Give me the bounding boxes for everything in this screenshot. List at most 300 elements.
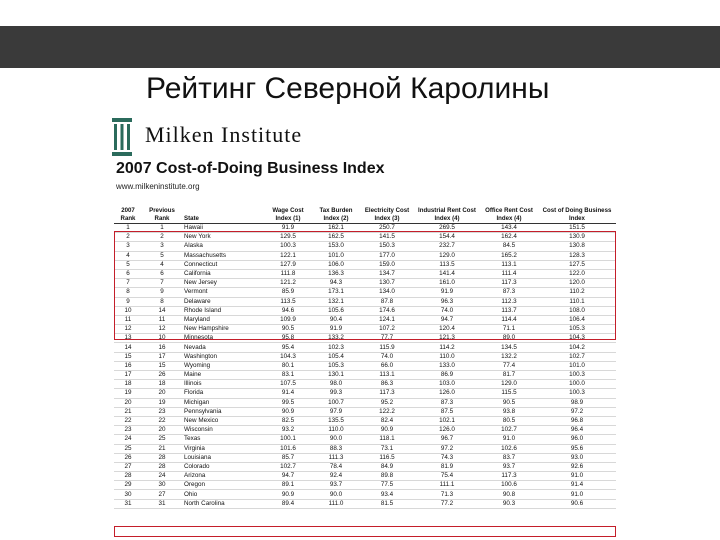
cell-industrial-rent: 86.9: [414, 371, 480, 380]
cell-wage-cost: 129.5: [264, 233, 312, 242]
cell-wage-cost: 113.5: [264, 297, 312, 306]
cell-rank: 3: [114, 242, 142, 251]
cell-industrial-rent: 154.4: [414, 233, 480, 242]
cell-wage-cost: 99.5: [264, 398, 312, 407]
cell-tax-burden: 101.0: [312, 251, 360, 260]
cell-office-rent: 84.5: [480, 242, 538, 251]
cell-rank: 26: [114, 453, 142, 462]
cell-wage-cost: 101.6: [264, 444, 312, 453]
cell-wage-cost: 122.1: [264, 251, 312, 260]
cell-state: Connecticut: [182, 260, 264, 269]
cell-industrial-rent: 120.4: [414, 325, 480, 334]
table-row: [114, 435, 616, 444]
cell-wage-cost: 90.9: [264, 490, 312, 499]
cell-previous-rank: 19: [142, 398, 182, 407]
cell-cost-of-doing-business: 104.3: [538, 334, 616, 343]
cell-industrial-rent: 97.2: [414, 444, 480, 453]
cell-previous-rank: 17: [142, 352, 182, 361]
cell-electricity-cost: 134.7: [360, 269, 414, 278]
cell-industrial-rent: 87.3: [414, 398, 480, 407]
table-row: [114, 398, 616, 407]
cell-state: Wisconsin: [182, 426, 264, 435]
cell-electricity-cost: 134.0: [360, 288, 414, 297]
cell-office-rent: 134.5: [480, 343, 538, 352]
cell-industrial-rent: 126.0: [414, 426, 480, 435]
cell-wage-cost: 109.9: [264, 315, 312, 324]
cell-wage-cost: 100.1: [264, 435, 312, 444]
cell-rank: 23: [114, 426, 142, 435]
cell-state: Arizona: [182, 472, 264, 481]
cell-cost-of-doing-business: 127.5: [538, 260, 616, 269]
north-carolina-highlight-box: [114, 526, 616, 537]
header-previous-rank: Previous Rank: [142, 207, 182, 224]
cell-tax-burden: 111.0: [312, 499, 360, 508]
cell-cost-of-doing-business: 108.0: [538, 306, 616, 315]
cell-tax-burden: 78.4: [312, 462, 360, 471]
cell-tax-burden: 90.0: [312, 490, 360, 499]
cell-rank: 18: [114, 380, 142, 389]
cell-state: New York: [182, 233, 264, 242]
cell-cost-of-doing-business: 98.9: [538, 398, 616, 407]
table-row: [114, 453, 616, 462]
header-state: State: [182, 207, 264, 224]
cell-cost-of-doing-business: 90.6: [538, 499, 616, 508]
cell-electricity-cost: 95.2: [360, 398, 414, 407]
cell-rank: 31: [114, 499, 142, 508]
cell-wage-cost: 95.4: [264, 343, 312, 352]
cell-state: Oregon: [182, 481, 264, 490]
cell-tax-burden: 135.5: [312, 416, 360, 425]
cell-cost-of-doing-business: 110.1: [538, 297, 616, 306]
cell-electricity-cost: 116.5: [360, 453, 414, 462]
table-row: [114, 462, 616, 471]
cell-state: California: [182, 269, 264, 278]
cell-state: Colorado: [182, 462, 264, 471]
cell-wage-cost: 80.1: [264, 361, 312, 370]
cell-office-rent: 71.1: [480, 325, 538, 334]
cell-previous-rank: 5: [142, 251, 182, 260]
cell-tax-burden: 94.3: [312, 279, 360, 288]
cell-electricity-cost: 73.1: [360, 444, 414, 453]
cell-previous-rank: 1: [142, 224, 182, 233]
report-url: www.milkeninstitute.org: [116, 182, 200, 191]
header-tax-burden: Tax Burden Index (2): [312, 207, 360, 224]
cell-office-rent: 89.0: [480, 334, 538, 343]
cell-tax-burden: 106.0: [312, 260, 360, 269]
cell-industrial-rent: 91.9: [414, 288, 480, 297]
cell-electricity-cost: 86.3: [360, 380, 414, 389]
cell-cost-of-doing-business: 93.0: [538, 453, 616, 462]
cell-rank: 8: [114, 288, 142, 297]
cell-electricity-cost: 250.7: [360, 224, 414, 233]
cell-previous-rank: 22: [142, 416, 182, 425]
cell-state: Maine: [182, 371, 264, 380]
cell-state: Delaware: [182, 297, 264, 306]
cell-previous-rank: 21: [142, 444, 182, 453]
cell-wage-cost: 90.9: [264, 407, 312, 416]
cell-cost-of-doing-business: 96.4: [538, 426, 616, 435]
cell-tax-burden: 93.7: [312, 481, 360, 490]
table-row: [114, 499, 616, 508]
table-row: [114, 343, 616, 352]
cell-state: Texas: [182, 435, 264, 444]
cell-office-rent: 102.6: [480, 444, 538, 453]
cell-cost-of-doing-business: 101.0: [538, 361, 616, 370]
cell-wage-cost: 91.4: [264, 389, 312, 398]
cell-cost-of-doing-business: 100.3: [538, 371, 616, 380]
cell-rank: 2: [114, 233, 142, 242]
cell-electricity-cost: 107.2: [360, 325, 414, 334]
cell-previous-rank: 6: [142, 269, 182, 278]
cell-previous-rank: 23: [142, 407, 182, 416]
header-cost-of-doing-business: Cost of Doing Business Index: [538, 207, 616, 224]
cell-previous-rank: 18: [142, 380, 182, 389]
cell-rank: 4: [114, 251, 142, 260]
cell-cost-of-doing-business: 128.3: [538, 251, 616, 260]
cell-previous-rank: 20: [142, 426, 182, 435]
cell-rank: 21: [114, 407, 142, 416]
cell-office-rent: 117.3: [480, 279, 538, 288]
cell-electricity-cost: 115.9: [360, 343, 414, 352]
cell-electricity-cost: 141.5: [360, 233, 414, 242]
cell-tax-burden: 173.1: [312, 288, 360, 297]
logo-wordmark: Milken Institute: [145, 122, 303, 147]
cell-industrial-rent: 96.7: [414, 435, 480, 444]
cell-previous-rank: 16: [142, 343, 182, 352]
cell-tax-burden: 91.9: [312, 325, 360, 334]
cell-rank: 5: [114, 260, 142, 269]
cell-wage-cost: 89.4: [264, 499, 312, 508]
cell-rank: 24: [114, 435, 142, 444]
cell-previous-rank: 14: [142, 306, 182, 315]
cell-industrial-rent: 129.0: [414, 251, 480, 260]
cell-office-rent: 93.7: [480, 462, 538, 471]
cell-state: Illinois: [182, 380, 264, 389]
cell-office-rent: 100.6: [480, 481, 538, 490]
cell-wage-cost: 85.9: [264, 288, 312, 297]
cell-electricity-cost: 130.7: [360, 279, 414, 288]
cell-industrial-rent: 103.0: [414, 380, 480, 389]
cell-wage-cost: 94.7: [264, 472, 312, 481]
table-row: [114, 490, 616, 499]
cell-tax-burden: 133.2: [312, 334, 360, 343]
cell-office-rent: 132.2: [480, 352, 538, 361]
cell-wage-cost: 93.2: [264, 426, 312, 435]
cell-cost-of-doing-business: 105.3: [538, 325, 616, 334]
cell-state: New Mexico: [182, 416, 264, 425]
cell-state: Hawaii: [182, 224, 264, 233]
cell-rank: 20: [114, 398, 142, 407]
cell-wage-cost: 95.8: [264, 334, 312, 343]
cell-wage-cost: 102.7: [264, 462, 312, 471]
cell-rank: 27: [114, 462, 142, 471]
cell-previous-rank: 28: [142, 462, 182, 471]
cell-previous-rank: 26: [142, 371, 182, 380]
cell-cost-of-doing-business: 100.3: [538, 389, 616, 398]
cell-previous-rank: 8: [142, 297, 182, 306]
cell-electricity-cost: 84.9: [360, 462, 414, 471]
cell-state: Rhode Island: [182, 306, 264, 315]
cell-rank: 28: [114, 472, 142, 481]
cell-tax-burden: 105.4: [312, 352, 360, 361]
cell-tax-burden: 105.3: [312, 361, 360, 370]
cell-previous-rank: 24: [142, 472, 182, 481]
cell-office-rent: 77.4: [480, 361, 538, 370]
cell-electricity-cost: 77.7: [360, 334, 414, 343]
cell-electricity-cost: 159.0: [360, 260, 414, 269]
cell-tax-burden: 90.4: [312, 315, 360, 324]
table-row: [114, 380, 616, 389]
cell-office-rent: 90.5: [480, 398, 538, 407]
cell-electricity-cost: 90.9: [360, 426, 414, 435]
report-title: 2007 Cost-of-Doing Business Index: [116, 160, 385, 177]
cell-tax-burden: 132.1: [312, 297, 360, 306]
cell-cost-of-doing-business: 120.0: [538, 279, 616, 288]
cell-office-rent: 83.7: [480, 453, 538, 462]
cell-office-rent: 112.3: [480, 297, 538, 306]
cell-office-rent: 165.2: [480, 251, 538, 260]
cell-rank: 7: [114, 279, 142, 288]
cell-industrial-rent: 74.0: [414, 306, 480, 315]
cell-electricity-cost: 174.6: [360, 306, 414, 315]
header-office-rent: Office Rent Cost Index (4): [480, 207, 538, 224]
cell-state: New Jersey: [182, 279, 264, 288]
cell-rank: 6: [114, 269, 142, 278]
cell-state: Washington: [182, 352, 264, 361]
cell-tax-burden: 130.1: [312, 371, 360, 380]
cell-cost-of-doing-business: 92.6: [538, 462, 616, 471]
cell-previous-rank: 7: [142, 279, 182, 288]
cell-state: Florida: [182, 389, 264, 398]
cell-industrial-rent: 75.4: [414, 472, 480, 481]
cell-wage-cost: 127.9: [264, 260, 312, 269]
cell-industrial-rent: 111.1: [414, 481, 480, 490]
cell-wage-cost: 107.5: [264, 380, 312, 389]
cell-cost-of-doing-business: 110.2: [538, 288, 616, 297]
cell-cost-of-doing-business: 96.8: [538, 416, 616, 425]
cell-state: New Hampshire: [182, 325, 264, 334]
cell-tax-burden: 97.9: [312, 407, 360, 416]
cell-previous-rank: 4: [142, 260, 182, 269]
cell-rank: 10: [114, 306, 142, 315]
cell-electricity-cost: 122.2: [360, 407, 414, 416]
cell-office-rent: 115.5: [480, 389, 538, 398]
cell-state: Minnesota: [182, 334, 264, 343]
table-header-row: [114, 207, 616, 224]
table-row: [114, 389, 616, 398]
table-row: [114, 416, 616, 425]
cell-previous-rank: 27: [142, 490, 182, 499]
cell-industrial-rent: 269.5: [414, 224, 480, 233]
cell-office-rent: 80.5: [480, 416, 538, 425]
cell-electricity-cost: 150.3: [360, 242, 414, 251]
header-wage-cost: Wage Cost Index (1): [264, 207, 312, 224]
cell-previous-rank: 31: [142, 499, 182, 508]
cell-electricity-cost: 74.0: [360, 352, 414, 361]
cell-industrial-rent: 110.0: [414, 352, 480, 361]
cell-state: North Carolina: [182, 499, 264, 508]
pillar-icon: [112, 118, 132, 158]
cell-cost-of-doing-business: 91.4: [538, 481, 616, 490]
cell-office-rent: 113.7: [480, 306, 538, 315]
cell-office-rent: 90.3: [480, 499, 538, 508]
cell-previous-rank: 2: [142, 233, 182, 242]
cell-cost-of-doing-business: 91.0: [538, 472, 616, 481]
cell-electricity-cost: 82.4: [360, 416, 414, 425]
cell-industrial-rent: 102.1: [414, 416, 480, 425]
table-row: [114, 444, 616, 453]
cell-office-rent: 117.3: [480, 472, 538, 481]
slide-title: Рейтинг Северной Каролины: [146, 72, 550, 105]
cell-industrial-rent: 81.9: [414, 462, 480, 471]
cell-rank: 17: [114, 371, 142, 380]
cell-rank: 9: [114, 297, 142, 306]
cell-electricity-cost: 177.0: [360, 251, 414, 260]
cell-state: Louisiana: [182, 453, 264, 462]
cell-tax-burden: 90.0: [312, 435, 360, 444]
table-row: [114, 481, 616, 490]
cell-electricity-cost: 66.0: [360, 361, 414, 370]
cell-previous-rank: 25: [142, 435, 182, 444]
cell-industrial-rent: 71.3: [414, 490, 480, 499]
cell-previous-rank: 9: [142, 288, 182, 297]
cell-electricity-cost: 77.5: [360, 481, 414, 490]
cell-cost-of-doing-business: 130.8: [538, 242, 616, 251]
cell-tax-burden: 92.4: [312, 472, 360, 481]
cell-industrial-rent: 77.2: [414, 499, 480, 508]
cell-tax-burden: 153.0: [312, 242, 360, 251]
cell-electricity-cost: 113.1: [360, 371, 414, 380]
cell-cost-of-doing-business: 102.7: [538, 352, 616, 361]
cell-previous-rank: 12: [142, 325, 182, 334]
cell-cost-of-doing-business: 97.2: [538, 407, 616, 416]
cell-previous-rank: 20: [142, 389, 182, 398]
cell-rank: 29: [114, 481, 142, 490]
cell-office-rent: 129.0: [480, 380, 538, 389]
cell-industrial-rent: 96.3: [414, 297, 480, 306]
cell-office-rent: 162.4: [480, 233, 538, 242]
cell-industrial-rent: 133.0: [414, 361, 480, 370]
cell-cost-of-doing-business: 104.2: [538, 343, 616, 352]
cell-cost-of-doing-business: 91.0: [538, 490, 616, 499]
cell-state: Vermont: [182, 288, 264, 297]
cell-tax-burden: 111.3: [312, 453, 360, 462]
cell-cost-of-doing-business: 95.6: [538, 444, 616, 453]
cell-cost-of-doing-business: 100.0: [538, 380, 616, 389]
cell-industrial-rent: 121.3: [414, 334, 480, 343]
table-row: [114, 352, 616, 361]
cell-office-rent: 90.8: [480, 490, 538, 499]
cell-tax-burden: 110.0: [312, 426, 360, 435]
cell-rank: 12: [114, 325, 142, 334]
cell-industrial-rent: 126.0: [414, 389, 480, 398]
cell-electricity-cost: 87.8: [360, 297, 414, 306]
cell-state: Virginia: [182, 444, 264, 453]
cell-previous-rank: 3: [142, 242, 182, 251]
table-row: [114, 472, 616, 481]
cell-tax-burden: 105.6: [312, 306, 360, 315]
cell-office-rent: 114.4: [480, 315, 538, 324]
cell-cost-of-doing-business: 130.9: [538, 233, 616, 242]
cell-industrial-rent: 87.5: [414, 407, 480, 416]
cell-previous-rank: 11: [142, 315, 182, 324]
cell-electricity-cost: 93.4: [360, 490, 414, 499]
cell-office-rent: 81.7: [480, 371, 538, 380]
cell-rank: 22: [114, 416, 142, 425]
cell-rank: 30: [114, 490, 142, 499]
cell-cost-of-doing-business: 96.0: [538, 435, 616, 444]
cell-office-rent: 87.3: [480, 288, 538, 297]
cell-tax-burden: 162.1: [312, 224, 360, 233]
cell-state: Wyoming: [182, 361, 264, 370]
header-electricity-cost: Electricity Cost Index (3): [360, 207, 414, 224]
table-row: [114, 407, 616, 416]
cell-state: Pennsylvania: [182, 407, 264, 416]
cell-rank: 14: [114, 343, 142, 352]
cell-office-rent: 111.4: [480, 269, 538, 278]
cell-state: Maryland: [182, 315, 264, 324]
cell-rank: 1: [114, 224, 142, 233]
table-row: [114, 426, 616, 435]
cell-electricity-cost: 89.8: [360, 472, 414, 481]
cell-rank: 15: [114, 352, 142, 361]
cell-electricity-cost: 81.5: [360, 499, 414, 508]
cell-wage-cost: 91.9: [264, 224, 312, 233]
cell-office-rent: 143.4: [480, 224, 538, 233]
cell-wage-cost: 121.2: [264, 279, 312, 288]
cell-cost-of-doing-business: 106.4: [538, 315, 616, 324]
cell-cost-of-doing-business: 122.0: [538, 269, 616, 278]
cell-wage-cost: 111.8: [264, 269, 312, 278]
cell-tax-burden: 100.7: [312, 398, 360, 407]
cell-tax-burden: 99.3: [312, 389, 360, 398]
cell-rank: 25: [114, 444, 142, 453]
cell-cost-of-doing-business: 151.5: [538, 224, 616, 233]
cell-industrial-rent: 161.0: [414, 279, 480, 288]
cell-office-rent: 113.1: [480, 260, 538, 269]
cell-tax-burden: 102.3: [312, 343, 360, 352]
cell-previous-rank: 15: [142, 361, 182, 370]
cell-tax-burden: 88.3: [312, 444, 360, 453]
cell-wage-cost: 104.3: [264, 352, 312, 361]
cell-tax-burden: 162.5: [312, 233, 360, 242]
cell-rank: 19: [114, 389, 142, 398]
cell-wage-cost: 100.3: [264, 242, 312, 251]
cell-tax-burden: 136.3: [312, 269, 360, 278]
cell-rank: 13: [114, 334, 142, 343]
table-row: [114, 361, 616, 370]
cell-state: Massachusetts: [182, 251, 264, 260]
header-2007-rank: 2007 Rank: [114, 207, 142, 224]
cell-state: Ohio: [182, 490, 264, 499]
cell-electricity-cost: 117.3: [360, 389, 414, 398]
cell-industrial-rent: 141.4: [414, 269, 480, 278]
cell-rank: 16: [114, 361, 142, 370]
cell-wage-cost: 94.6: [264, 306, 312, 315]
cell-office-rent: 91.0: [480, 435, 538, 444]
cell-state: Alaska: [182, 242, 264, 251]
cell-previous-rank: 30: [142, 481, 182, 490]
cell-wage-cost: 85.7: [264, 453, 312, 462]
cell-office-rent: 102.7: [480, 426, 538, 435]
cell-state: Michigan: [182, 398, 264, 407]
cell-wage-cost: 83.1: [264, 371, 312, 380]
cell-wage-cost: 82.5: [264, 416, 312, 425]
cell-previous-rank: 10: [142, 334, 182, 343]
cell-industrial-rent: 113.5: [414, 260, 480, 269]
cell-tax-burden: 98.0: [312, 380, 360, 389]
cell-industrial-rent: 74.3: [414, 453, 480, 462]
